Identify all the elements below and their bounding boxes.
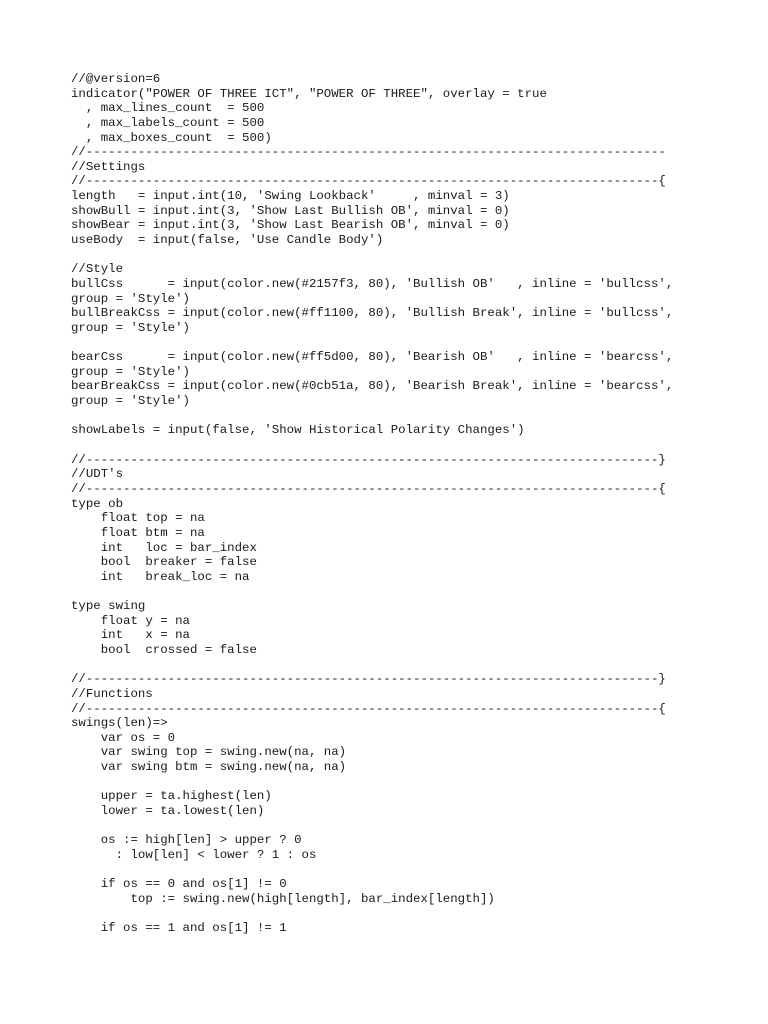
code-line: if os == 0 and os[1] != 0 bbox=[71, 877, 287, 892]
code-line: //-----------------------------------------------------------------------------{ bbox=[71, 701, 666, 716]
code-line: group = 'Style') bbox=[71, 320, 190, 335]
code-line: float top = na bbox=[71, 511, 205, 526]
code-line: var swing top = swing.new(na, na) bbox=[71, 745, 347, 760]
code-line: , max_lines_count = 500 bbox=[71, 101, 265, 116]
code-line bbox=[71, 819, 673, 834]
code-line bbox=[71, 336, 673, 351]
code-line: : low[len] < lower ? 1 : os bbox=[71, 847, 317, 862]
code-line: //-----------------------------------------------------------------------------{ bbox=[71, 174, 666, 189]
code-line: group = 'Style') bbox=[71, 394, 190, 409]
code-line bbox=[71, 863, 673, 878]
code-line: bullBreakCss = input(color.new(#ff1100, 80), 'Bullish Break', inline = 'bullcss', bbox=[71, 306, 674, 321]
code-line bbox=[71, 907, 673, 922]
code-block bbox=[71, 72, 673, 936]
code-line: //Functions bbox=[71, 686, 153, 701]
code-line: int x = na bbox=[71, 628, 190, 643]
code-line: useBody = input(false, 'Use Candle Body') bbox=[71, 233, 384, 248]
code-line: bool breaker = false bbox=[71, 555, 257, 570]
code-line: //-----------------------------------------------------------------------------{ bbox=[71, 481, 666, 496]
code-line: , max_boxes_count = 500) bbox=[71, 130, 272, 145]
code-line: bullCss = input(color.new(#2157f3, 80), 'Bullish OB' , inline = 'bullcss', bbox=[71, 276, 674, 291]
code-line: var swing btm = swing.new(na, na) bbox=[71, 760, 347, 775]
code-line: //@version=6 bbox=[71, 72, 161, 86]
code-line: bool crossed = false bbox=[71, 642, 257, 657]
code-line: float y = na bbox=[71, 613, 190, 628]
code-line: bearCss = input(color.new(#ff5d00, 80), 'Bearish OB' , inline = 'bearcss', bbox=[71, 350, 674, 365]
code-line bbox=[71, 658, 673, 673]
code-line: showBear = input.int(3, 'Show Last Bearish OB', minval = 0) bbox=[71, 218, 510, 233]
code-line: //Style bbox=[71, 262, 124, 277]
code-line bbox=[71, 584, 673, 599]
code-line bbox=[71, 438, 673, 453]
code-line: showLabels = input(false, 'Show Historical Polarity Changes') bbox=[71, 423, 525, 438]
code-line bbox=[71, 248, 673, 263]
code-line: int break_loc = na bbox=[71, 569, 250, 584]
code-line: , max_labels_count = 500 bbox=[71, 115, 265, 130]
code-line: type swing bbox=[71, 599, 146, 614]
code-line: int loc = bar_index bbox=[71, 540, 257, 555]
code-line: group = 'Style') bbox=[71, 364, 190, 379]
code-line: lower = ta.lowest(len) bbox=[71, 804, 265, 819]
code-line: //-----------------------------------------------------------------------------} bbox=[71, 672, 666, 687]
code-line: indicator("POWER OF THREE ICT", "POWER OF THREE", overlay = true bbox=[71, 86, 547, 101]
code-line: //UDT's bbox=[71, 467, 124, 482]
code-line: //------------------------------------------------------------------------------ bbox=[71, 145, 666, 160]
code-line: //-----------------------------------------------------------------------------} bbox=[71, 452, 666, 467]
code-line: length = input.int(10, 'Swing Lookback' , minval = 3) bbox=[71, 189, 510, 204]
code-line: //Settings bbox=[71, 159, 146, 174]
code-line: os := high[len] > upper ? 0 bbox=[71, 833, 302, 848]
code-line: float btm = na bbox=[71, 525, 205, 540]
code-line: var os = 0 bbox=[71, 730, 176, 745]
code-line: upper = ta.highest(len) bbox=[71, 789, 272, 804]
code-line: showBull = input.int(3, 'Show Last Bullish OB', minval = 0) bbox=[71, 203, 510, 218]
code-line bbox=[71, 775, 673, 790]
code-line: bearBreakCss = input(color.new(#0cb51a, 80), 'Bearish Break', inline = 'bearcss', bbox=[71, 379, 674, 394]
code-line: top := swing.new(high[length], bar_index[length]) bbox=[71, 891, 495, 906]
code-line: if os == 1 and os[1] != 1 bbox=[71, 921, 287, 936]
code-line bbox=[71, 409, 673, 424]
code-line: swings(len)=> bbox=[71, 716, 168, 731]
code-line: type ob bbox=[71, 496, 124, 511]
code-line: group = 'Style') bbox=[71, 291, 190, 306]
